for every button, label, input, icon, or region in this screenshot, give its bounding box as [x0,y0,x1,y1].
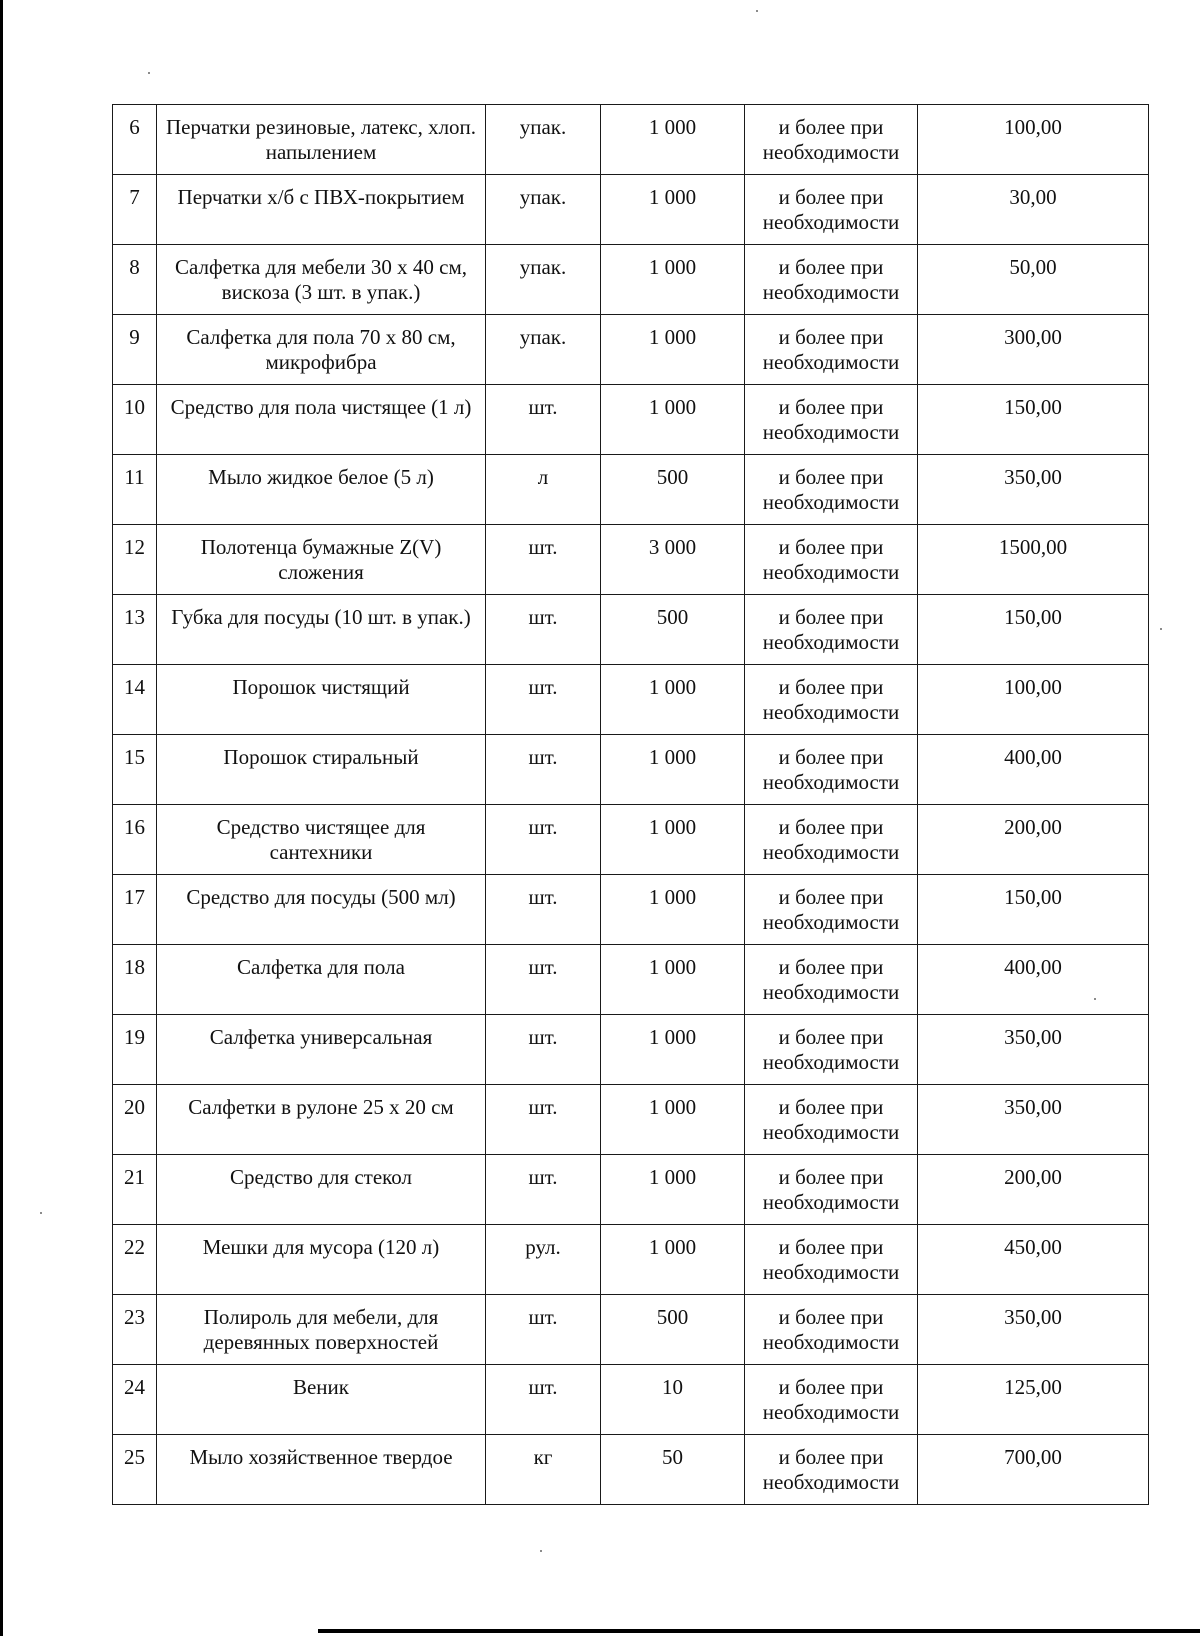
item-name-cell: Перчатки х/б с ПВХ-покрытием [157,175,486,245]
quantity-cell: 1 000 [601,1085,745,1155]
price-cell: 100,00 [918,665,1149,735]
table-row [113,1015,1149,1085]
table-row [113,1435,1149,1505]
price-cell: 400,00 [918,735,1149,805]
row-number-cell: 10 [113,385,157,455]
item-name-cell: Средство для пола чистящее (1 л) [157,385,486,455]
price-cell: 150,00 [918,595,1149,665]
note-cell: и более при необходимости [745,105,918,175]
price-cell: 200,00 [918,1155,1149,1225]
row-number-cell: 11 [113,455,157,525]
table-row [113,665,1149,735]
row-number-cell: 19 [113,1015,157,1085]
unit-cell: шт. [486,525,601,595]
unit-cell: упак. [486,245,601,315]
quantity-cell: 1 000 [601,385,745,455]
price-cell: 400,00 [918,945,1149,1015]
unit-cell: шт. [486,595,601,665]
unit-cell: шт. [486,1295,601,1365]
price-cell: 200,00 [918,805,1149,875]
quantity-cell: 1 000 [601,735,745,805]
note-cell: и более при необходимости [745,245,918,315]
item-name-cell: Перчатки резиновые, латекс, хлоп. напылением [157,105,486,175]
row-number-cell: 25 [113,1435,157,1505]
note-cell: и более при необходимости [745,1015,918,1085]
quantity-cell: 1 000 [601,1015,745,1085]
unit-cell: шт. [486,875,601,945]
quantity-cell: 500 [601,595,745,665]
price-cell: 125,00 [918,1365,1149,1435]
unit-cell: шт. [486,1365,601,1435]
item-name-cell: Средство для стекол [157,1155,486,1225]
note-cell: и более при необходимости [745,1155,918,1225]
note-cell: и более при необходимости [745,665,918,735]
unit-cell: шт. [486,735,601,805]
quantity-cell: 10 [601,1365,745,1435]
note-cell: и более при необходимости [745,525,918,595]
row-number-cell: 12 [113,525,157,595]
item-name-cell: Мыло жидкое белое (5 л) [157,455,486,525]
row-number-cell: 21 [113,1155,157,1225]
unit-cell: шт. [486,385,601,455]
quantity-cell: 1 000 [601,875,745,945]
quantity-cell: 500 [601,455,745,525]
table-row [113,875,1149,945]
scan-left-edge [0,0,3,1636]
row-number-cell: 6 [113,105,157,175]
item-name-cell: Салфетка универсальная [157,1015,486,1085]
note-cell: и более при необходимости [745,875,918,945]
unit-cell: шт. [486,665,601,735]
price-cell: 300,00 [918,315,1149,385]
note-cell: и более при необходимости [745,945,918,1015]
price-cell: 350,00 [918,1015,1149,1085]
note-cell: и более при необходимости [745,385,918,455]
note-cell: и более при необходимости [745,1365,918,1435]
quantity-cell: 3 000 [601,525,745,595]
quantity-cell: 1 000 [601,105,745,175]
table-row [113,1155,1149,1225]
item-name-cell: Веник [157,1365,486,1435]
item-name-cell: Салфетка для мебели 30 х 40 см, вискоза (3 шт. в упак.) [157,245,486,315]
table-row [113,245,1149,315]
note-cell: и более при необходимости [745,1435,918,1505]
row-number-cell: 16 [113,805,157,875]
item-name-cell: Средство для посуды (500 мл) [157,875,486,945]
row-number-cell: 8 [113,245,157,315]
table-row [113,595,1149,665]
table-row [113,385,1149,455]
item-name-cell: Салфетки в рулоне 25 х 20 см [157,1085,486,1155]
unit-cell: л [486,455,601,525]
item-name-cell: Полотенца бумажные Z(V) сложения [157,525,486,595]
note-cell: и более при необходимости [745,455,918,525]
item-name-cell: Салфетка для пола [157,945,486,1015]
table-row [113,1085,1149,1155]
price-cell: 450,00 [918,1225,1149,1295]
price-cell: 350,00 [918,1085,1149,1155]
quantity-cell: 1 000 [601,245,745,315]
price-cell: 30,00 [918,175,1149,245]
row-number-cell: 18 [113,945,157,1015]
table-row [113,805,1149,875]
price-cell: 350,00 [918,1295,1149,1365]
price-cell: 100,00 [918,105,1149,175]
scan-bottom-line [318,1629,1200,1633]
item-name-cell: Порошок чистящий [157,665,486,735]
row-number-cell: 15 [113,735,157,805]
price-cell: 150,00 [918,875,1149,945]
unit-cell: рул. [486,1225,601,1295]
row-number-cell: 13 [113,595,157,665]
note-cell: и более при необходимости [745,595,918,665]
unit-cell: кг [486,1435,601,1505]
item-name-cell: Салфетка для пола 70 х 80 см, микрофибра [157,315,486,385]
scan-speck [40,1212,42,1214]
note-cell: и более при необходимости [745,1085,918,1155]
items-table-wrapper [112,104,1149,1505]
unit-cell: шт. [486,805,601,875]
scan-speck [756,10,758,12]
quantity-cell: 1 000 [601,805,745,875]
note-cell: и более при необходимости [745,315,918,385]
price-cell: 350,00 [918,455,1149,525]
price-cell: 700,00 [918,1435,1149,1505]
table-row [113,945,1149,1015]
quantity-cell: 1 000 [601,1155,745,1225]
quantity-cell: 1 000 [601,1225,745,1295]
unit-cell: упак. [486,175,601,245]
quantity-cell: 1 000 [601,175,745,245]
table-row [113,175,1149,245]
quantity-cell: 1 000 [601,945,745,1015]
note-cell: и более при необходимости [745,805,918,875]
price-cell: 50,00 [918,245,1149,315]
note-cell: и более при необходимости [745,1225,918,1295]
item-name-cell: Средство чистящее для сантехники [157,805,486,875]
table-row [113,315,1149,385]
row-number-cell: 24 [113,1365,157,1435]
scan-speck [1160,628,1162,630]
row-number-cell: 7 [113,175,157,245]
table-row [113,1295,1149,1365]
row-number-cell: 22 [113,1225,157,1295]
row-number-cell: 14 [113,665,157,735]
scan-speck [540,1550,542,1552]
scan-speck [148,72,150,74]
unit-cell: упак. [486,105,601,175]
quantity-cell: 1 000 [601,315,745,385]
unit-cell: шт. [486,1015,601,1085]
item-name-cell: Полироль для мебели, для деревянных поверхностей [157,1295,486,1365]
row-number-cell: 17 [113,875,157,945]
table-row [113,455,1149,525]
unit-cell: шт. [486,1085,601,1155]
price-cell: 1500,00 [918,525,1149,595]
items-table-body [113,105,1149,1505]
note-cell: и более при необходимости [745,1295,918,1365]
unit-cell: упак. [486,315,601,385]
quantity-cell: 50 [601,1435,745,1505]
price-cell: 150,00 [918,385,1149,455]
item-name-cell: Мыло хозяйственное твердое [157,1435,486,1505]
table-row [113,735,1149,805]
quantity-cell: 1 000 [601,665,745,735]
note-cell: и более при необходимости [745,735,918,805]
item-name-cell: Порошок стиральный [157,735,486,805]
table-row [113,1365,1149,1435]
unit-cell: шт. [486,945,601,1015]
unit-cell: шт. [486,1155,601,1225]
row-number-cell: 23 [113,1295,157,1365]
row-number-cell: 9 [113,315,157,385]
items-table [112,104,1149,1505]
item-name-cell: Мешки для мусора (120 л) [157,1225,486,1295]
table-row [113,105,1149,175]
table-row [113,1225,1149,1295]
note-cell: и более при необходимости [745,175,918,245]
table-row [113,525,1149,595]
quantity-cell: 500 [601,1295,745,1365]
row-number-cell: 20 [113,1085,157,1155]
item-name-cell: Губка для посуды (10 шт. в упак.) [157,595,486,665]
